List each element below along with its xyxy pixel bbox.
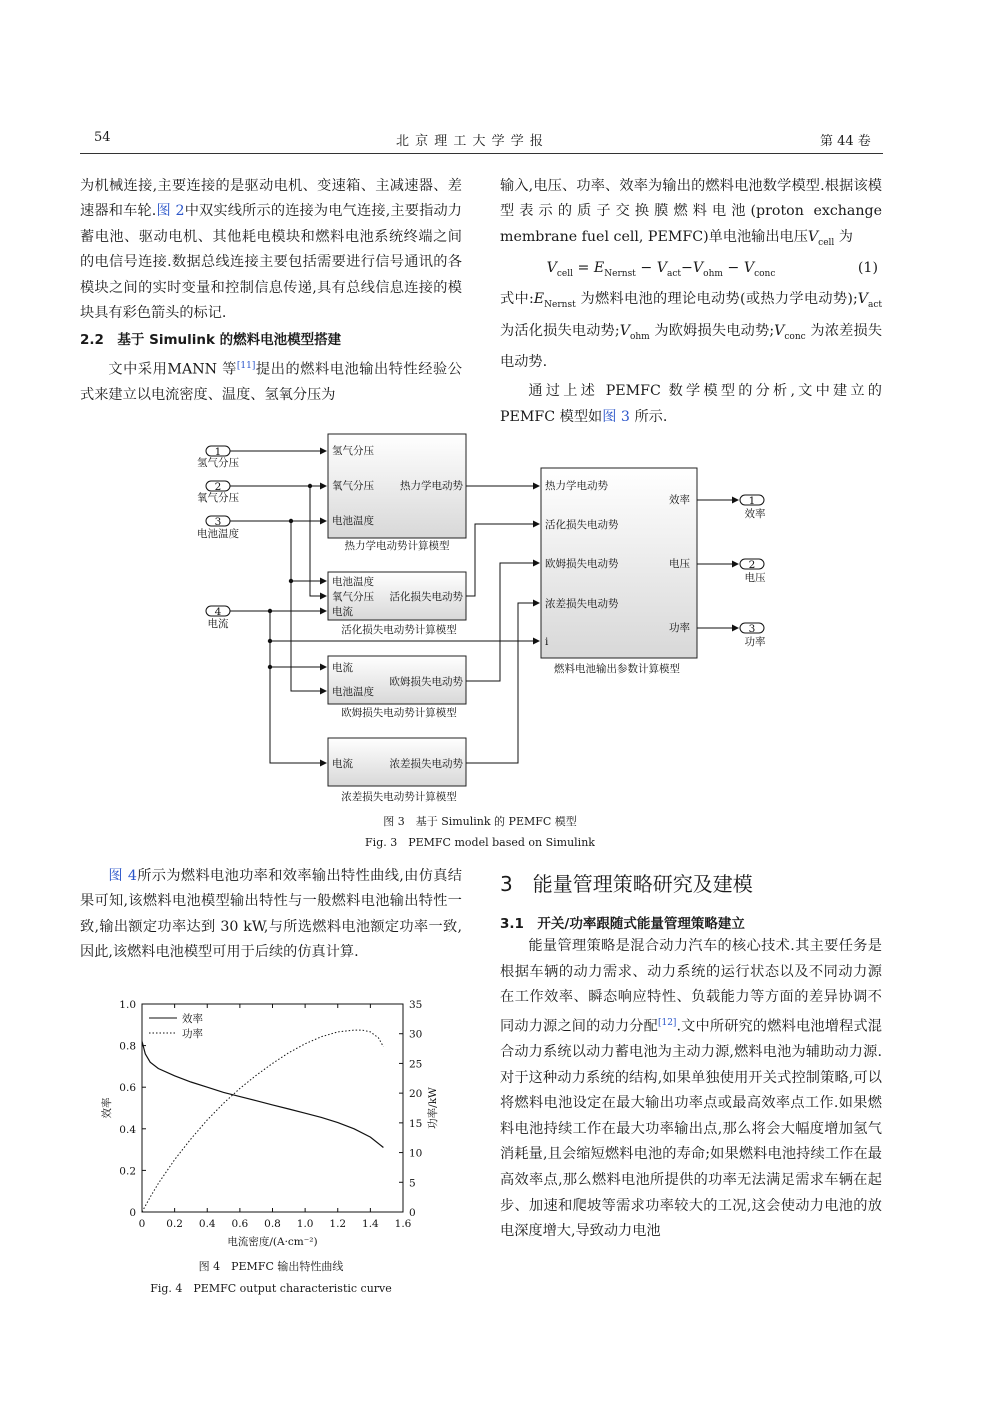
y2-tick-label: 30 — [409, 1028, 423, 1041]
figure-4-chart — [80, 990, 462, 1252]
outport-label: 电压 — [744, 572, 766, 584]
y2-axis-label: 功率/kW — [427, 1087, 439, 1129]
y2-tick-label: 5 — [409, 1177, 416, 1190]
outport-number: 3 — [748, 623, 756, 635]
y2-tick-label: 0 — [409, 1207, 416, 1219]
port-label: 电池温度 — [332, 576, 374, 588]
x-axis-label: 电流密度/(A·cm⁻²) — [227, 1236, 318, 1248]
port-label: 活化损失电动势 — [545, 519, 619, 531]
volume-label: 第 44 卷 — [820, 134, 871, 149]
figure-4-caption-cn: 图 4 PEMFC 输出特性曲线 — [198, 1260, 344, 1273]
inport-number: 2 — [214, 481, 222, 493]
port-label: 电池温度 — [332, 686, 374, 698]
x-tick-label: 0.8 — [264, 1218, 281, 1230]
inport-label: 氢气分压 — [197, 457, 239, 469]
port-label: 浓差损失电动势 — [389, 758, 463, 770]
paragraph — [500, 934, 882, 1245]
text: 为 — [834, 228, 853, 245]
port-label: 氧气分压 — [332, 480, 374, 492]
x-tick-label: 1.2 — [329, 1218, 347, 1230]
block-name: 浓差损失电动势计算模型 — [341, 791, 457, 803]
inport-number: 3 — [214, 516, 222, 528]
y2-tick-label: 25 — [409, 1058, 423, 1071]
outport-label: 功率 — [744, 636, 766, 648]
port-label: 热力学电动势 — [400, 480, 463, 492]
text: 文中采用MANN 等 — [108, 361, 237, 378]
port-label: 功率 — [669, 622, 690, 634]
y-tick-label: 0 — [129, 1207, 136, 1219]
x-tick-label: 0.2 — [166, 1218, 183, 1230]
port-label: 电流 — [332, 606, 353, 618]
text: .文中所研究的燃料电池增程式混合动力系统以动力蓄电池为主动力源,燃料电池为辅助动力源.对于这种动力系统的结构,如果单独使用开关式控制策略,可以将燃料电池设定在最大输出功率点或最高效率点工作.如果燃料电池持续工作在最大功率输出点,那么将会大幅度增加氢气消耗量,且会缩短燃料电池的寿命;如果燃料电池持续工作在最高效率点,那么燃料电池所提供的功率无法满足需求车辆在起步、加速和爬坡等需求功率较大的工况,这会使动力电池的放电深度增大,导致动力电池 — [500, 1018, 882, 1240]
legend-label: 效率 — [182, 1013, 203, 1025]
text: 能量管理策略是混合动力汽车的核心技术.其主要任务是根据车辆的动力需求、动力系统的运行状态以及不同动力源在工作效率、瞬态响应特性、负载能力等方面的差异协调不同动力源之间的动力分配 — [500, 938, 882, 1035]
port-label: 电池温度 — [332, 515, 374, 527]
port-label: 活化损失电动势 — [389, 591, 463, 603]
port-label: 氧气分压 — [332, 591, 374, 603]
port-label: 热力学电动势 — [545, 480, 608, 492]
figure-2-link[interactable]: 图 2 — [156, 203, 185, 220]
paragraph: 式中$:E_{Nernst}$ 为燃料电池的理论电动势(或热力学电动势)$;V_{act}$ 为活化损失电动势$;V_{ohm}$ 为欧姆损失电动势$;V_{conc}$ 为浓差损失电动势. — [500, 291, 883, 370]
text: 输入,电压、功率、效率为输出的燃料电池数学模型.根据该模型表示的质子交换膜燃料电池(proton exchange membrane fuel cell, PEMFC)单电池输出电压 — [500, 178, 882, 245]
y-tick-label: 1.0 — [119, 999, 136, 1011]
y-axis-label: 效率 — [101, 1097, 113, 1119]
figure-3-caption-en: Fig. 3 PEMFC model based on Simulink — [365, 836, 595, 849]
section-heading-3: 3 能量管理策略研究及建模 — [500, 872, 753, 896]
figure-4-caption-en: Fig. 4 PEMFC output characteristic curve — [150, 1282, 392, 1295]
outport-number: 1 — [748, 495, 756, 507]
page-number: 54 — [94, 130, 111, 145]
outport-number: 2 — [748, 559, 756, 571]
port-label: 电流 — [332, 758, 353, 770]
section-heading-3-1: 3.1 开关/功率跟随式能量管理策略建立 — [500, 916, 745, 932]
x-tick-label: 0.6 — [231, 1218, 249, 1230]
outport-label: 效率 — [744, 508, 766, 520]
block-name: 活化损失电动势计算模型 — [341, 624, 457, 636]
text: 为机械连接,主要连接的是驱动电机、变速箱、主减速器、差速器和车轮. — [80, 178, 462, 220]
y-tick-label: 0.4 — [119, 1123, 136, 1136]
text: 中双实线所示的连接为电气连接,主要指动力蓄电池、驱动电机、其他耗电模块和燃料电池系统终端之间的电信号连接.数据总线连接主要包括需要进行信号通讯的各模块之间的实时变量和控制信息传递,具有总线信息连接的模块具有彩色箭头的标记. — [80, 203, 462, 322]
y2-tick-label: 10 — [409, 1147, 423, 1160]
y2-tick-label: 20 — [409, 1088, 423, 1101]
x-tick-label: 0.4 — [198, 1218, 216, 1230]
port-label: 浓差损失电动势 — [545, 598, 619, 610]
block-name: 燃料电池输出参数计算模型 — [554, 663, 680, 675]
x-tick-label: 1.6 — [394, 1218, 412, 1230]
citation-link[interactable]: [12] — [657, 1017, 677, 1028]
y2-tick-label: 15 — [409, 1117, 423, 1130]
symbol: V — [807, 228, 819, 245]
inport-number: 4 — [214, 606, 222, 618]
paragraph — [80, 864, 462, 966]
x-tick-label: 1.0 — [296, 1218, 314, 1230]
figure-3-caption-cn: 图 3 基于 Simulink 的 PEMFC 模型 — [383, 815, 577, 828]
right-column-bottom — [500, 934, 882, 1245]
y2-tick-label: 35 — [409, 999, 423, 1011]
port-label: 欧姆损失电动势 — [389, 676, 463, 688]
y-tick-label: 0.8 — [119, 1040, 136, 1053]
port-label: 氢气分压 — [332, 445, 374, 457]
left-column-bottom — [80, 864, 462, 966]
port-label: 欧姆损失电动势 — [545, 558, 619, 570]
figure-3-link[interactable]: 图 3 — [602, 408, 630, 425]
paragraph: 通过上述 PEMFC 数学模型的分析,文中建立的 PEMFC 模型如图 3 所示. — [500, 383, 882, 425]
x-tick-label: 0 — [138, 1218, 146, 1230]
citation-link[interactable]: [11] — [236, 360, 256, 371]
section-heading-2-2: 2.2 基于 Simulink 的燃料电池模型搭建 — [80, 332, 342, 349]
legend-label: 功率 — [182, 1028, 203, 1040]
port-label: 效率 — [669, 494, 690, 506]
x-tick-label: 1.4 — [362, 1218, 379, 1230]
port-label: i — [545, 636, 549, 648]
block-name: 热力学电动势计算模型 — [344, 540, 450, 552]
text: 所示为燃料电池功率和效率输出特性曲线,由仿真结果可知,该燃料电池模型输出特性与一般燃料电池输出特性一致,输出额定功率达到 30 kW,与所选燃料电池额定功率一致,因此,该燃料电池模型可用于后续的仿真计算. — [80, 868, 462, 961]
text: 提出的燃料电池输出特性经验公式来建立以电流密度、温度、氢氧分压为 — [80, 361, 462, 403]
series-line-power — [142, 1030, 383, 1212]
y-tick-label: 0.6 — [119, 1082, 136, 1095]
port-label: 电流 — [332, 662, 353, 674]
block-name: 欧姆损失电动势计算模型 — [341, 707, 457, 719]
figure-4-link[interactable]: 图 4 — [108, 868, 137, 884]
journal-title: 北 京 理 工 大 学 学 报 — [396, 134, 544, 149]
inport-label: 电流 — [207, 618, 229, 630]
y-tick-label: 0.2 — [119, 1165, 136, 1178]
equation-number: (1) — [857, 260, 878, 277]
inport-label: 电池温度 — [197, 528, 239, 540]
series-line-efficiency — [142, 1041, 383, 1147]
inport-number: 1 — [214, 446, 222, 458]
inport-label: 氧气分压 — [197, 492, 239, 504]
equation-1: $V_{cell} = E_{Nernst} - V_{act}-V_{ohm} - V_{conc}$ (1) — [500, 256, 882, 287]
subscript: cell — [818, 237, 835, 248]
port-label: 电压 — [669, 558, 690, 570]
